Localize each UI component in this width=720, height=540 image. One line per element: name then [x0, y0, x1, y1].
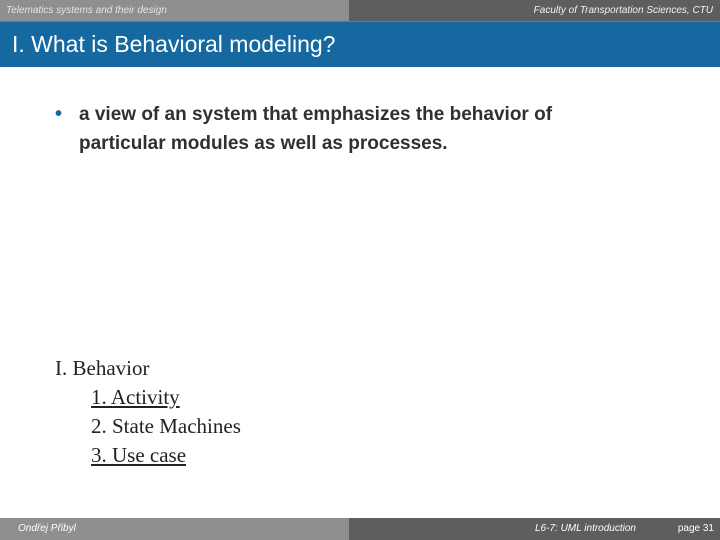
bullet-text-line-1: a view of an system that emphasizes the behavior of	[79, 104, 553, 125]
slide-title: I. What is Behavioral modeling?	[12, 31, 336, 57]
lecture-title: L6-7: UML introduction	[535, 523, 636, 534]
outline-item-activity[interactable]	[55, 383, 241, 412]
outline-item-use-case-link[interactable]: 3. Use case	[91, 443, 187, 467]
faculty-header: Faculty of Transportation Sciences, CTU	[349, 0, 720, 21]
bullet-marker: •	[55, 103, 63, 125]
page-number: page 31	[677, 523, 714, 534]
author-name: Ondřej Přibyl	[18, 523, 76, 534]
footer-right	[349, 518, 720, 540]
bullet-text-line-2: particular modules as well as processes.	[79, 133, 448, 154]
outline-list	[55, 354, 241, 470]
outline-item-use-case[interactable]	[55, 441, 241, 470]
course-name-header: Telematics systems and their design	[0, 0, 349, 21]
outline-item-activity-link[interactable]: 1. Activity	[91, 385, 180, 409]
title-bar	[0, 21, 720, 67]
outline-item-state-machines: 2. State Machines	[91, 414, 241, 438]
outline-heading: I. Behavior	[55, 356, 150, 380]
footer-author	[0, 518, 349, 540]
bullet-list	[55, 100, 655, 158]
bullet-text	[79, 100, 655, 158]
bullet-item	[55, 100, 655, 158]
